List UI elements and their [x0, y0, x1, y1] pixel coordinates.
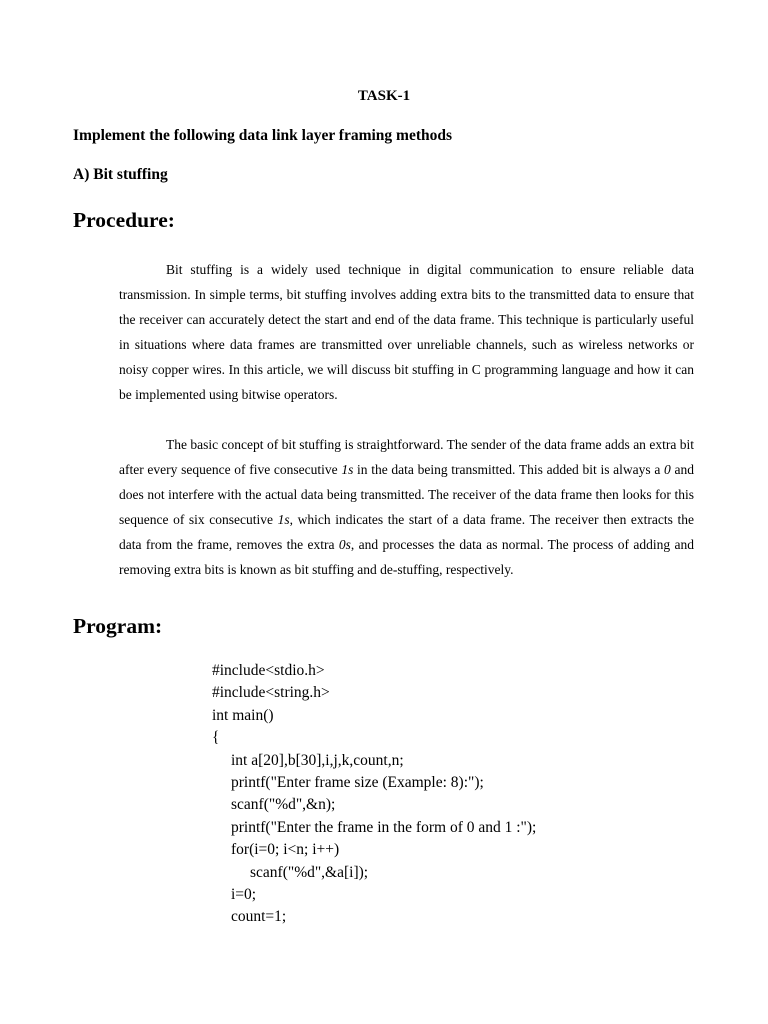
code-line: printf("Enter the frame in the form of 0 and 1 :"); — [231, 818, 537, 836]
emphasis-1s: 1s — [341, 462, 354, 478]
program-code-block — [212, 660, 536, 929]
emphasis-0: 0 — [664, 462, 671, 478]
program-heading: Program: — [73, 614, 163, 638]
code-line: scanf("%d",&n); — [231, 796, 336, 814]
paragraph-2-text-a: The basic concept of bit stuffing is straightforward. The sender of the data frame adds an extra bit after every sequence of five consecutive — [119, 437, 694, 478]
procedure-paragraph-1-text: Bit stuffing is a widely used technique in digital communication to ensure reliable data transmission. In simple terms, bit stuffing involves adding extra bits to the transmitted data to ensure that the receiver can accurately detect the start and end of the data frame. This technique is particularly useful in situations where data frames are transmitted over unreliable channels, such as wireless networks or noisy copper wires. In this article, we will discuss bit stuffing in C programming language and how it can be implemented using bitwise operators. — [119, 262, 694, 403]
paragraph-2-text-d: , which indicates the start of a data frame. The receiver then extracts the data from the frame, removes the extra — [119, 512, 695, 553]
code-line: printf("Enter frame size (Example: 8):"); — [231, 774, 484, 792]
procedure-heading: Procedure: — [73, 208, 175, 232]
code-line: { — [212, 729, 220, 747]
assignment-heading: Implement the following data link layer framing methods — [73, 127, 453, 144]
paragraph-2-text-b: in the data being transmitted. This added bit is always a — [353, 462, 665, 478]
code-line: count=1; — [231, 908, 287, 926]
method-subheading: A) Bit stuffing — [73, 166, 168, 183]
emphasis-1s-second: 1s — [277, 512, 290, 528]
code-line: for(i=0; i<n; i++) — [231, 841, 340, 859]
procedure-paragraph-2 — [119, 432, 694, 583]
paragraph-2-text-e: , and processes the data as normal. The process of adding and removing extra bits is known as bit stuffing and de-stuffing, respectively. — [119, 537, 694, 578]
code-line: #include<string.h> — [212, 684, 330, 702]
procedure-paragraph-1 — [119, 257, 694, 408]
code-line: i=0; — [231, 886, 257, 904]
code-line: scanf("%d",&a[i]); — [250, 863, 369, 881]
code-line: #include<stdio.h> — [212, 662, 325, 679]
code-line: int a[20],b[30],i,j,k,count,n; — [231, 751, 404, 769]
paragraph-2-text-c: and does not interfere with the actual data being transmitted. The receiver of the data frame then looks for this sequence of six consecutive — [119, 462, 694, 528]
emphasis-0s: 0s — [338, 537, 351, 553]
task-title: TASK-1 — [357, 88, 411, 104]
code-line: int main() — [212, 706, 274, 724]
